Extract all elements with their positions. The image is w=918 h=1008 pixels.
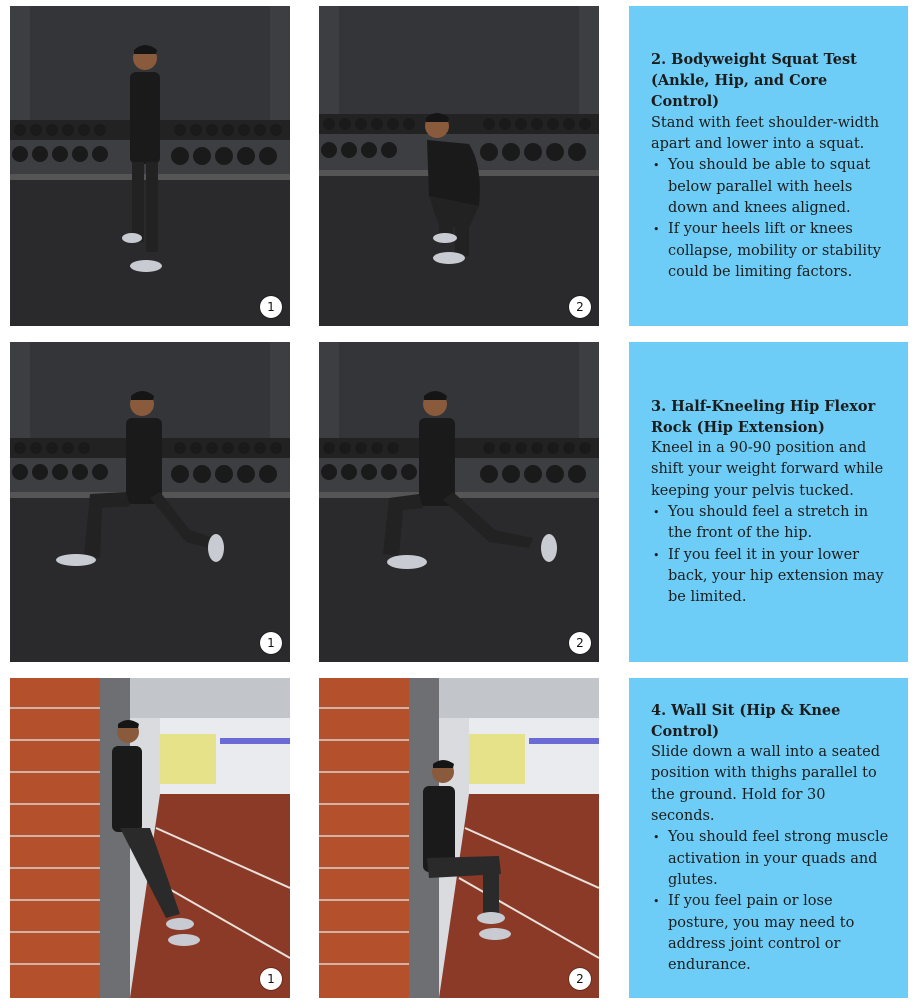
photo-squat-step-1: [10, 6, 290, 326]
exercise-title: 2. Bodyweight Squat Test (Ankle, Hip, and Core Control): [651, 50, 857, 111]
step-number-badge: 2: [569, 632, 591, 654]
wall-lean-image: [10, 678, 290, 998]
bullet-item: • You should feel strong muscle activation in your quads and glutes.: [651, 827, 890, 891]
exercise-bullet-list: [651, 155, 890, 283]
photo-wall-sit-step-1: [10, 678, 290, 998]
step-number-badge: 2: [569, 968, 591, 990]
exercise-title: 3. Half-Kneeling Hip Flexor Rock (Hip Extension): [651, 397, 876, 436]
half-kneeling-rock-image: [319, 342, 599, 662]
step-number-badge: 1: [260, 296, 282, 318]
hip-flexor-rock-card: [629, 342, 908, 662]
bullet-item: • If you feel pain or lose posture, you may need to address joint control or endurance.: [651, 891, 890, 976]
step-number-badge: 2: [569, 296, 591, 318]
bullet-item: • If you feel it in your lower back, your hip extension may be limited.: [651, 545, 890, 609]
squat-lowered-image: [319, 6, 599, 326]
photo-hip-flexor-step-1: [10, 342, 290, 662]
photo-squat-step-2: [319, 6, 599, 326]
wall-sit-image: [319, 678, 599, 998]
exercise-description: Stand with feet shoulder-width apart and lower into a squat.: [651, 114, 880, 153]
bullet-item: • You should be able to squat below parallel with heels down and knees aligned.: [651, 155, 890, 219]
exercise-bullet-list: [651, 827, 890, 976]
exercise-description: Kneel in a 90-90 position and shift your weight forward while keeping your pelvis tucked.: [651, 440, 884, 499]
exercise-title: 4. Wall Sit (Hip & Knee Control): [651, 701, 841, 740]
step-number-badge: 1: [260, 968, 282, 990]
exercise-description: Slide down a wall into a seated position with thighs parallel to the ground. Hold for 30 seconds.: [651, 744, 880, 825]
bullet-item: • If your heels lift or knees collapse, mobility or stability could be limiting factors.: [651, 219, 890, 283]
wall-sit-card: [629, 678, 908, 998]
bullet-item: • You should feel a stretch in the front of the hip.: [651, 502, 890, 545]
half-kneeling-upright-image: [10, 342, 290, 662]
step-number-badge: 1: [260, 632, 282, 654]
photo-hip-flexor-step-2: [319, 342, 599, 662]
exercise-bullet-list: [651, 502, 890, 608]
photo-wall-sit-step-2: [319, 678, 599, 998]
squat-standing-image: [10, 6, 290, 326]
squat-test-card: [629, 6, 908, 326]
